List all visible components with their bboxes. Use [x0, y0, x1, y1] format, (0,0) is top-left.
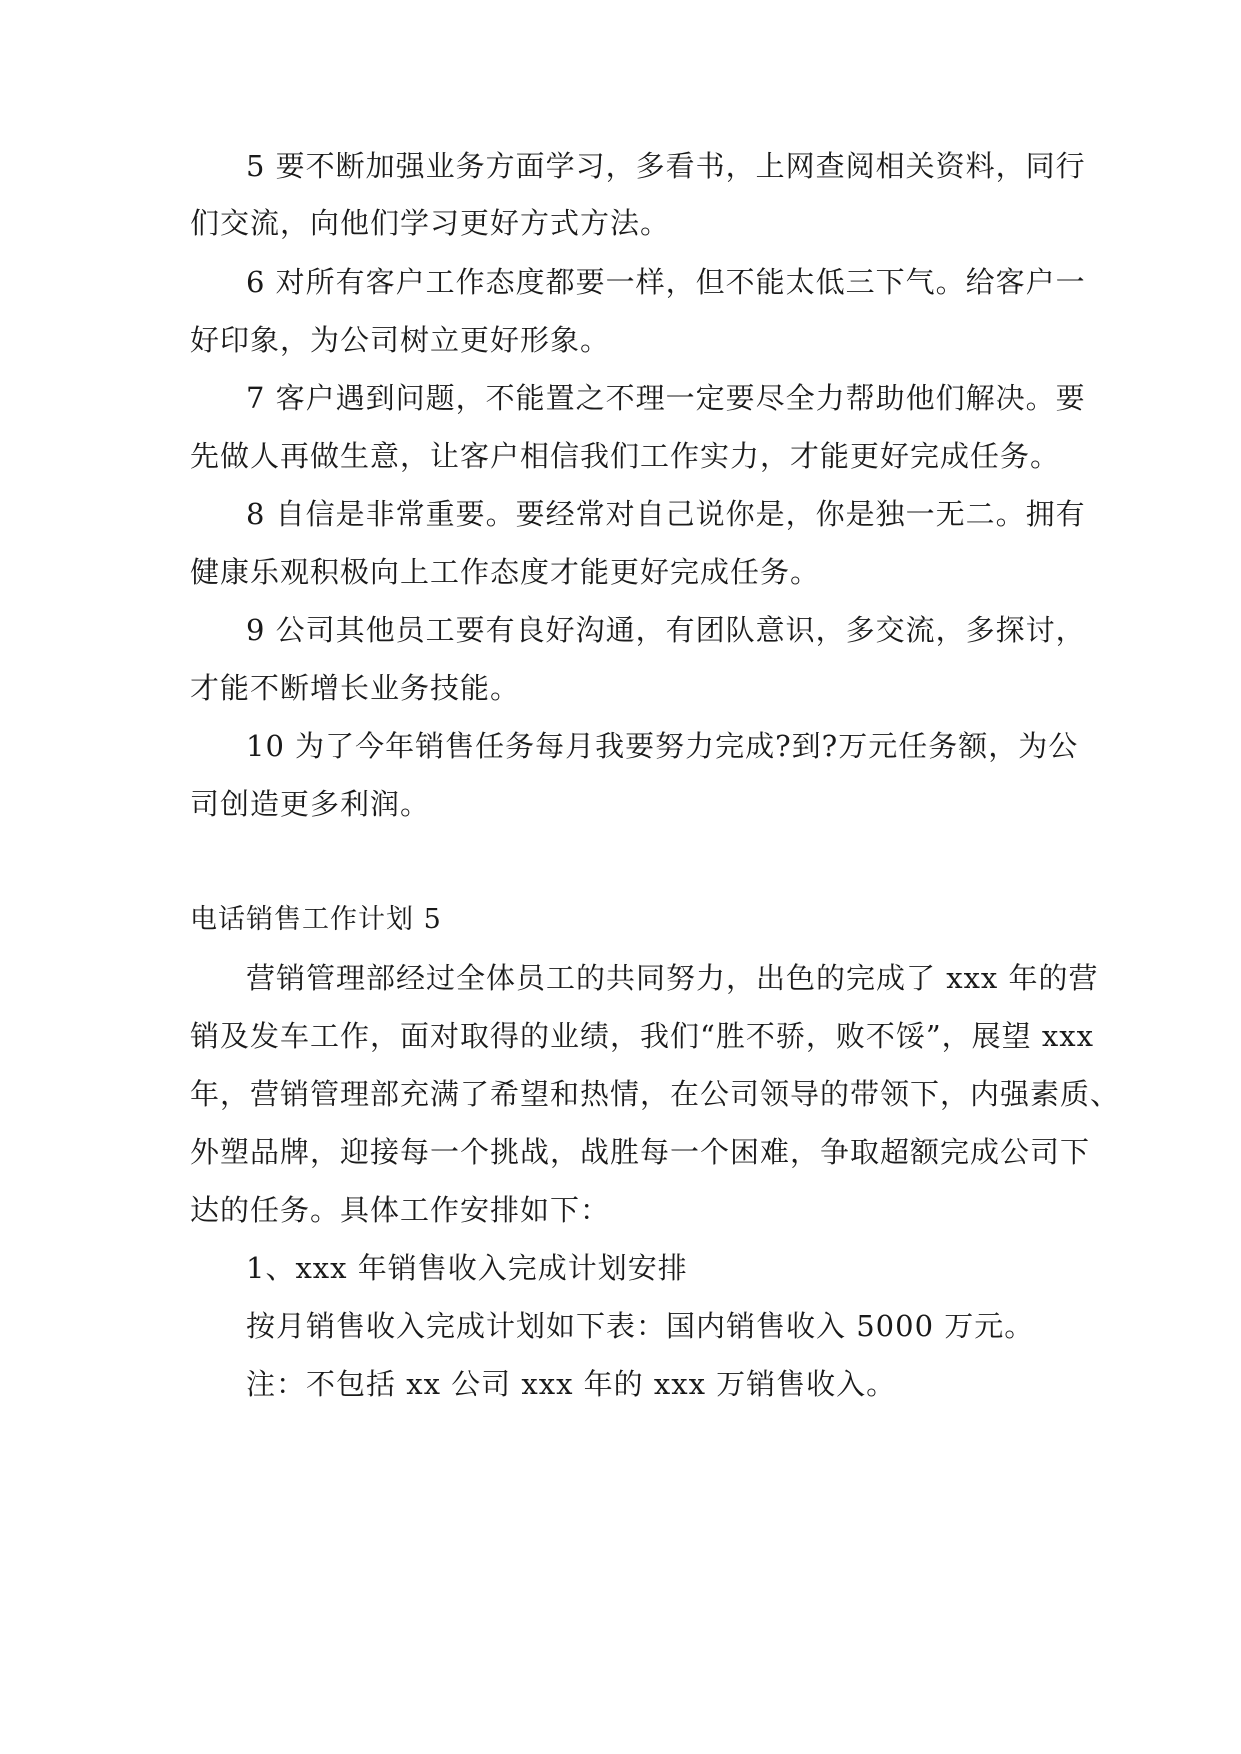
paragraph-5-line-2: 们交流，向他们学习更好方式方法。	[190, 206, 671, 240]
intro-line-4: 外塑品牌，迎接每一个挑战，战胜每一个困难，争取超额完成公司下	[190, 1135, 1091, 1169]
section-heading: 电话销售工作计划 5	[190, 904, 442, 935]
note-text: 注：不包括 xx 公司 xxx 年的 xxx 万销售收入。	[246, 1367, 897, 1401]
paragraph-9-line-2: 才能不断增长业务技能。	[190, 671, 521, 705]
paragraph-10-line-2: 司创造更多利润。	[190, 787, 431, 821]
plan-text: 按月销售收入完成计划如下表：国内销售收入 5000 万元。	[246, 1309, 1035, 1343]
paragraph-7-line-1: 7 客户遇到问题，不能置之不理一定要尽全力帮助他们解决。要	[246, 381, 1086, 415]
list-item-1: 1、xxx 年销售收入完成计划安排	[246, 1251, 688, 1285]
paragraph-8-line-1: 8 自信是非常重要。要经常对自己说你是，你是独一无二。拥有	[246, 497, 1086, 531]
intro-line-5: 达的任务。具体工作安排如下：	[190, 1193, 611, 1227]
paragraph-5-line-1: 5 要不断加强业务方面学习，多看书，上网查阅相关资料，同行	[246, 149, 1086, 183]
intro-line-3: 年，营销管理部充满了希望和热情，在公司领导的带领下，内强素质、	[190, 1077, 1121, 1111]
paragraph-10-line-1: 10 为了今年销售任务每月我要努力完成?到?万元任务额，为公	[246, 729, 1079, 763]
intro-line-2: 销及发车工作，面对取得的业绩，我们“胜不骄，败不馁”，展望 xxx	[190, 1019, 1094, 1053]
intro-line-1: 营销管理部经过全体员工的共同努力，出色的完成了 xxx 年的营	[246, 961, 1099, 995]
paragraph-7-line-2: 先做人再做生意，让客户相信我们工作实力，才能更好完成任务。	[190, 439, 1061, 473]
paragraph-8-line-2: 健康乐观积极向上工作态度才能更好完成任务。	[190, 555, 821, 589]
paragraph-9-line-1: 9 公司其他员工要有良好沟通，有团队意识，多交流，多探讨，	[246, 613, 1086, 647]
paragraph-6-line-2: 好印象，为公司树立更好形象。	[190, 323, 611, 357]
paragraph-6-line-1: 6 对所有客户工作态度都要一样，但不能太低三下气。给客户一	[246, 265, 1086, 299]
